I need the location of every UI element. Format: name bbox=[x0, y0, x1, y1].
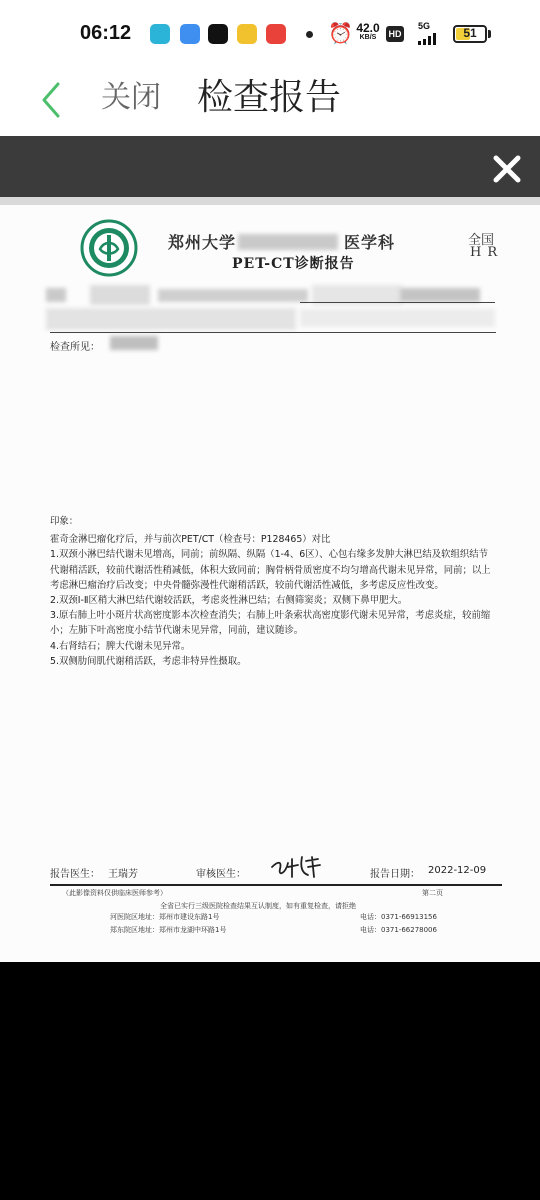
redaction-block bbox=[238, 234, 338, 250]
back-chevron-icon[interactable] bbox=[40, 81, 62, 119]
signal-icon bbox=[418, 33, 436, 45]
findings-label: 检查所见： bbox=[50, 342, 100, 353]
campus-phone: 电话：0371-66913156 bbox=[360, 913, 437, 921]
notification-dot-icon bbox=[306, 31, 313, 38]
note-app-icon bbox=[237, 24, 257, 44]
viewer-divider bbox=[0, 197, 540, 205]
battery-tip bbox=[488, 30, 491, 38]
title-bar bbox=[0, 64, 540, 136]
alarm-icon: ⏰ bbox=[328, 21, 353, 45]
impression-item: 3.原右肺上叶小斑片状高密度影本次检查消失；右肺上叶条索状高密度影代谢未见异常，考虑炎症，较前缩小；左肺下叶高密度小结节代谢未见异常，同前，建议随诊。 bbox=[50, 610, 491, 637]
report-title: PET-CT诊断报告 bbox=[232, 256, 355, 272]
report-date-label: 报告日期： bbox=[370, 869, 420, 880]
impression-intro: 霍奇金淋巴瘤化疗后，并与前次PET/CT（检查号：P128465）对比 bbox=[50, 534, 331, 546]
network-speed bbox=[354, 22, 382, 41]
reporting-doctor: 王瑞芳 bbox=[108, 869, 138, 880]
battery-icon bbox=[453, 25, 487, 43]
reviewer-label: 审核医生： bbox=[196, 869, 246, 880]
close-icon[interactable] bbox=[492, 154, 522, 184]
impression-label: 印象： bbox=[50, 516, 79, 527]
status-bar bbox=[0, 0, 540, 64]
rank-label-1: 全国 bbox=[468, 233, 495, 248]
impression-section bbox=[50, 514, 495, 669]
redaction-block bbox=[46, 308, 296, 330]
reviewer-signature bbox=[268, 853, 324, 881]
heart-app-icon bbox=[266, 24, 286, 44]
hospital-name: 郑州大学 bbox=[168, 233, 237, 252]
page-title: 检查报告 bbox=[197, 77, 342, 118]
report-image bbox=[0, 205, 540, 962]
redaction-block bbox=[400, 288, 480, 302]
footer-rule bbox=[50, 884, 502, 886]
header-rule bbox=[300, 302, 495, 303]
impression-item: 5.双侧肋间肌代谢稍活跃，考虑非特异性摄取。 bbox=[50, 655, 247, 667]
hospital-department: 医学科 bbox=[344, 233, 396, 252]
redaction-block bbox=[300, 309, 495, 327]
impression-item: 2.双颈Ⅰ-Ⅱ区稍大淋巴结代谢较活跃，考虑炎性淋巴结；右侧筛窦炎；双侧下鼻甲肥大。 bbox=[50, 595, 408, 607]
hospital-seal-icon bbox=[80, 219, 138, 277]
impression-item: 4.右肾结石；脾大代谢未见异常。 bbox=[50, 640, 191, 652]
campus-address: 河医院区地址：郑州市建设东路1号 bbox=[110, 913, 220, 921]
footer-notice: 全省已实行三级医院检查结果互认制度，如有重复检查，请拒绝 bbox=[160, 902, 356, 910]
battery-level: 51 bbox=[463, 26, 477, 40]
redaction-block bbox=[46, 288, 66, 302]
network-speed-value: 42.0 bbox=[356, 21, 380, 35]
redaction-block bbox=[158, 289, 308, 302]
rank-label-2: HR bbox=[470, 245, 504, 260]
impression-item: 1.双颈小淋巴结代谢未见增高，同前；前纵隔、纵隔（1-4、6区）、心包右缘多发肿大淋巴结及软组织结节代谢稍活跃，较前代谢活性稍减低，体积大致同前；胸骨柄骨质密度不均匀增高代谢未见异常，同前；以上考虑淋巴瘤治疗后改变；中央骨髓弥漫性代谢稍活跃，较前代谢活性减低，多考虑反应性改变。 bbox=[50, 549, 491, 591]
home-app-icon bbox=[150, 24, 170, 44]
network-speed-unit: KB/S bbox=[359, 34, 377, 41]
tiktok-app-icon bbox=[208, 24, 228, 44]
status-time: 06:12 bbox=[80, 22, 132, 44]
network-type: 5G bbox=[418, 21, 431, 31]
campus-phone: 电话：0371-66278006 bbox=[360, 926, 437, 934]
cloud-app-icon bbox=[180, 24, 200, 44]
page-label: 第二页 bbox=[422, 889, 443, 897]
header-rule bbox=[50, 332, 496, 333]
footer-note: （此影像资料仅供临床医师参考） bbox=[62, 889, 167, 897]
redaction-block bbox=[90, 285, 150, 305]
hd-badge: HD bbox=[386, 26, 404, 42]
reporting-doctor-label: 报告医生： bbox=[50, 869, 100, 880]
close-button[interactable]: 关闭 bbox=[101, 80, 161, 115]
image-viewer-bar bbox=[0, 136, 540, 197]
redaction-block bbox=[110, 336, 158, 350]
campus-address: 郑东院区地址：郑州市龙湖中环路1号 bbox=[110, 926, 227, 934]
report-date: 2022-12-09 bbox=[428, 865, 487, 876]
